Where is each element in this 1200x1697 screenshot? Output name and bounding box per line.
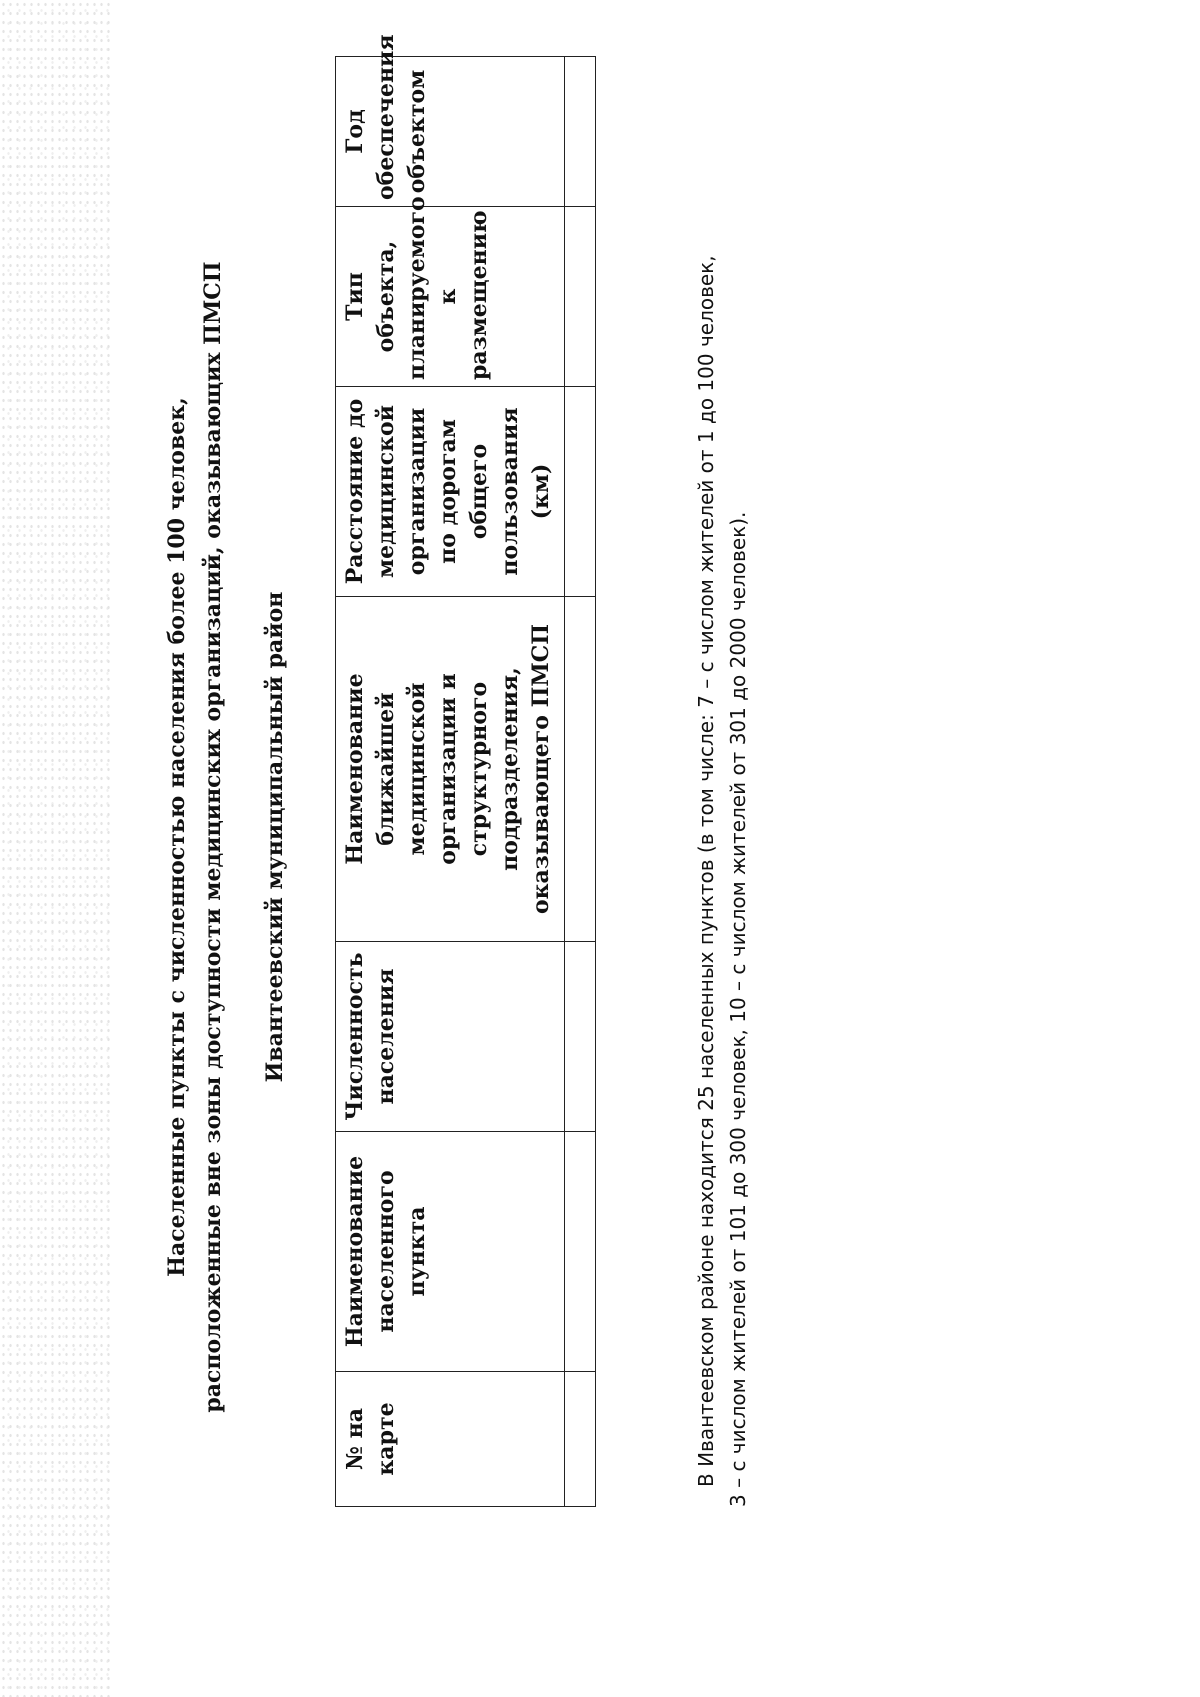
summary-note [690,47,754,1507]
table-cell [565,942,596,1132]
document-title-line-1: Населенные пункты с численностью населения более 100 человек, [164,397,190,1277]
header-provision-year: Год обеспечения объектом [336,57,565,207]
table-cell [565,387,596,597]
settlements-table [335,34,596,1507]
table-header-row [336,57,565,1507]
header-settlement-name: Наименование населенного пункта [336,1132,565,1372]
summary-note-line-1: В Ивантеевском районе находится 25 населенных пунктов (в том числе: 7 – с числом жителей от 1 до 100 человек, [694,255,718,1487]
header-population: Численность населения [336,942,565,1132]
header-object-type: Тип объекта, планируемого к размещению [336,207,565,387]
table-cell [565,57,596,207]
header-nearest-medical-org: Наименование ближайшей медицинской организации и структурного подразделения, оказывающего ПМСП [336,597,565,942]
header-map-number: № на карте [336,1372,565,1507]
table-cell [565,207,596,387]
summary-note-line-2: 3 – с числом жителей от 101 до 300 человек, 10 – с числом жителей от 301 до 2000 человек). [726,511,750,1507]
table-cell [565,1132,596,1372]
district-heading: Ивантеевский муниципальный район [262,591,288,1083]
document-title-line-2: расположенные вне зоны доступности медицинских организаций, оказывающих ПМСП [200,261,226,1413]
table-row [565,57,596,1507]
header-distance-km: Расстояние до медицинской организации по дорогам общего пользования (км) [336,387,565,597]
table-cell [565,597,596,942]
table-cell [565,1372,596,1507]
